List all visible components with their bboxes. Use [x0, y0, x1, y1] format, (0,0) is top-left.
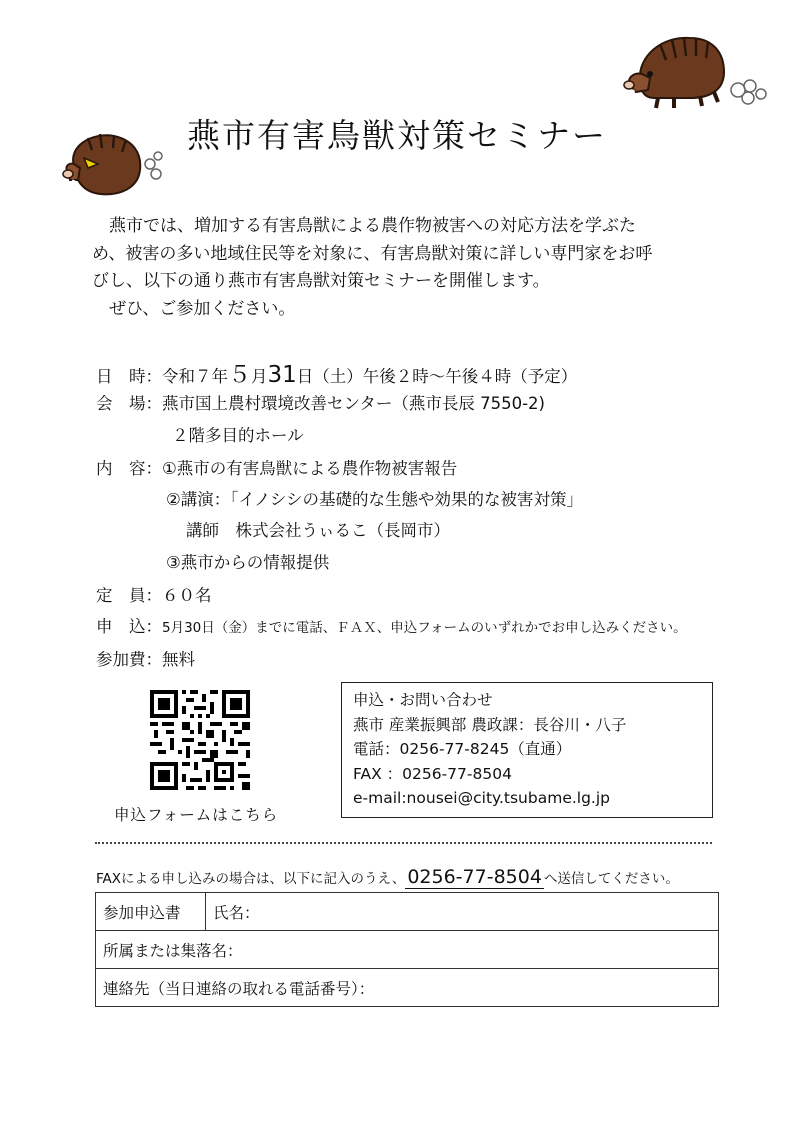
qr-code[interactable] [150, 690, 250, 790]
date-day: 31 [267, 362, 297, 388]
name-field[interactable]: 氏名： [206, 893, 719, 931]
intro-line: ぜひ、ご参加ください。 [92, 298, 296, 319]
date-month-unit: 月 [251, 367, 268, 386]
date-suffix: 日（土）午後２時～午後４時（予定） [296, 367, 578, 386]
contact-phone: 電話：0256-77-8245（直通） [353, 740, 572, 758]
intro-paragraph [92, 213, 722, 323]
capacity-value: ６０名 [162, 586, 212, 605]
contact-fax: FAX ：0256-77-8504 [353, 764, 512, 783]
affiliation-field[interactable]: 所属または集落名： [96, 931, 719, 969]
contact-box [341, 682, 713, 818]
fee-row [96, 646, 195, 670]
date-prefix: 令和７年 [162, 367, 228, 386]
apply-row [96, 613, 687, 637]
page-title: 燕市有害鳥獣対策セミナー [187, 116, 607, 155]
fax-instruction-prefix: FAXによる申し込みの場合は、以下に記入のうえ、 [96, 871, 406, 887]
qr-caption: 申込フォームはこちら [114, 806, 279, 824]
contact-phone-field[interactable]: 連絡先（当日連絡の取れる電話番号）： [96, 969, 719, 1007]
venue-row [96, 390, 545, 414]
contact-heading: 申込・お問い合わせ [353, 691, 493, 709]
form-row [96, 931, 719, 969]
apply-label: 申 込： [96, 617, 162, 636]
intro-line: め、被害の多い地域住民等を対象に、有害鳥獣対策に詳しい専門家をお呼 [92, 243, 653, 264]
form-row [96, 893, 719, 931]
date-row [96, 356, 577, 389]
content-item-1: ①燕市の有害鳥獣による農作物被害報告 [162, 459, 458, 478]
capacity-row [96, 582, 212, 606]
fee-value: 無料 [162, 650, 195, 669]
content-item-2-speaker: 講師 株式会社うぃるこ（長岡市） [186, 521, 450, 540]
form-row [96, 969, 719, 1007]
fee-label: 参加費： [96, 650, 162, 669]
venue-line1: 燕市国上農村環境改善センター（燕市長辰 7550-2) [162, 394, 545, 413]
boar-illustration-right [620, 28, 770, 112]
date-month: ５ [228, 362, 251, 388]
intro-line: 燕市では、増加する有害鳥獣による農作物被害への対応方法を学ぶた [92, 216, 636, 236]
content-item-3: ③燕市からの情報提供 [166, 553, 330, 572]
content-label: 内 容： [96, 459, 162, 478]
fax-instruction-suffix: へ送信してください。 [543, 871, 679, 887]
form-title-cell: 参加申込書 [96, 893, 206, 931]
fax-number: 0256-77-8504 [407, 866, 542, 888]
cut-line-divider [95, 842, 712, 844]
capacity-label: 定 員： [96, 586, 162, 605]
intro-line: びし、以下の通り燕市有害鳥獣対策セミナーを開催します。 [92, 271, 550, 291]
date-label: 日 時： [96, 367, 162, 386]
content-row [96, 455, 457, 479]
apply-value: 5月30日（金）までに電話、ＦＡＸ、申込フォームのいずれかでお申し込みください。 [162, 620, 687, 636]
contact-email[interactable]: e-mail:nousei@city.tsubame.lg.jp [353, 789, 610, 807]
application-form-table [95, 892, 719, 1007]
contact-department: 燕市 産業振興部 農政課：長谷川・八子 [353, 715, 627, 734]
venue-line2: ２階多目的ホール [172, 426, 304, 445]
content-item-2: ②講演：「イノシシの基礎的な生態や効果的な被害対策」 [166, 490, 583, 509]
fax-instruction [96, 866, 679, 888]
venue-label: 会 場： [96, 394, 162, 413]
